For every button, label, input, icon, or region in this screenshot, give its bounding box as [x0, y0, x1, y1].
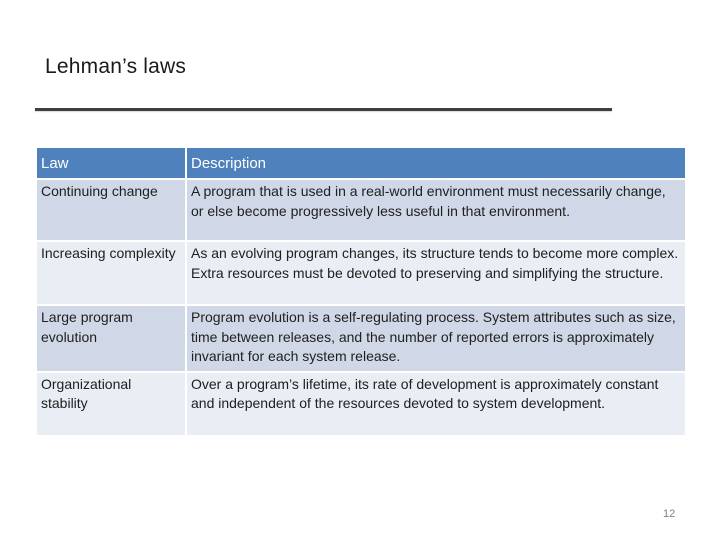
- table-row: [36, 179, 686, 241]
- laws-table: [35, 146, 687, 437]
- description-cell: Program evolution is a self-regulating process. System attributes such as size, time between releases, and the number of reported errors is approximately invariant for each system release.: [186, 305, 686, 372]
- slide-title: Lehman’s laws: [45, 55, 187, 78]
- law-cell: Organizational stability: [36, 372, 186, 436]
- description-cell: Over a program’s lifetime, its rate of development is approximately constant and independent of the resources devoted to system development.: [186, 372, 686, 436]
- law-cell: Large program evolution: [36, 305, 186, 372]
- description-cell: A program that is used in a real-world environment must necessarily change, or else become progressively less useful in that environment.: [186, 179, 686, 241]
- page-number: 12: [663, 508, 676, 520]
- title-underline: [35, 108, 612, 111]
- table-header-row: [36, 147, 686, 179]
- header-law: Law: [36, 147, 186, 179]
- table-row: [36, 305, 686, 372]
- law-cell: Continuing change: [36, 179, 186, 241]
- table-row: [36, 241, 686, 305]
- header-description: Description: [186, 147, 686, 179]
- description-cell: As an evolving program changes, its structure tends to become more complex. Extra resources must be devoted to preserving and simplifying the structure.: [186, 241, 686, 305]
- law-cell: Increasing complexity: [36, 241, 186, 305]
- table-row: [36, 372, 686, 436]
